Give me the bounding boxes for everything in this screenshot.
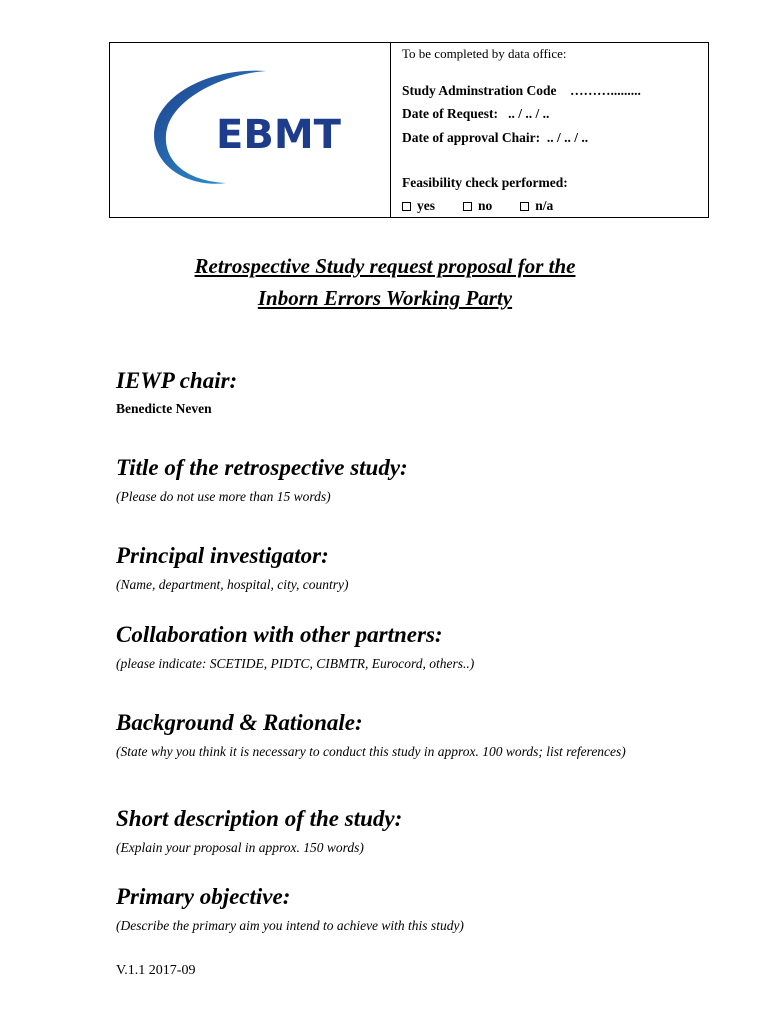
header-table — [109, 42, 709, 218]
option-yes-label: yes — [417, 198, 435, 213]
description-note: (Explain your proposal in approx. 150 words) — [116, 840, 364, 855]
pi-note: (Name, department, hospital, city, country) — [116, 577, 349, 592]
data-office-cell — [402, 43, 702, 217]
feasibility-options — [402, 198, 581, 214]
chair-name: Benedicte Neven — [116, 401, 212, 416]
option-na-label: n/a — [535, 198, 554, 213]
background-note: (State why you think it is necessary to conduct this study in approx. 100 words; list references) — [116, 744, 626, 759]
logo-cell — [110, 43, 391, 217]
office-note: To be completed by data office: — [402, 46, 567, 61]
checkbox-icon[interactable] — [402, 202, 411, 211]
description-heading: Short description of the study: — [116, 806, 403, 831]
option-yes[interactable] — [402, 198, 435, 214]
background-heading: Background & Rationale: — [116, 710, 363, 735]
date-approval-line: Date of approval Chair: .. / .. / .. — [402, 130, 589, 145]
study-title-heading: Title of the retrospective study: — [116, 455, 408, 480]
study-title-note: (Please do not use more than 15 words) — [116, 489, 331, 504]
feasibility-label: Feasibility check performed: — [402, 175, 568, 190]
checkbox-icon[interactable] — [463, 202, 472, 211]
ebmt-logo — [146, 63, 361, 193]
study-code-line: Study Adminstration Code ………......... — [402, 83, 641, 98]
option-no-label: no — [478, 198, 493, 213]
checkbox-icon[interactable] — [520, 202, 529, 211]
document-title-line-1: Retrospective Study request proposal for the — [194, 254, 576, 278]
option-na[interactable] — [520, 198, 553, 214]
pi-heading: Principal investigator: — [116, 543, 329, 568]
objective-note: (Describe the primary aim you intend to achieve with this study) — [116, 918, 464, 933]
document-title-line-2: Inborn Errors Working Party — [257, 286, 513, 310]
collaboration-heading: Collaboration with other partners: — [116, 622, 443, 647]
option-no[interactable] — [463, 198, 492, 214]
collaboration-note: (please indicate: SCETIDE, PIDTC, CIBMTR, Eurocord, others..) — [116, 656, 475, 671]
logo-text: EBMT — [216, 112, 341, 158]
chair-heading: IEWP chair: — [116, 368, 238, 393]
date-request-line: Date of Request: .. / .. / .. — [402, 106, 550, 121]
objective-heading: Primary objective: — [116, 884, 291, 909]
version-footer: V.1.1 2017-09 — [116, 963, 196, 978]
